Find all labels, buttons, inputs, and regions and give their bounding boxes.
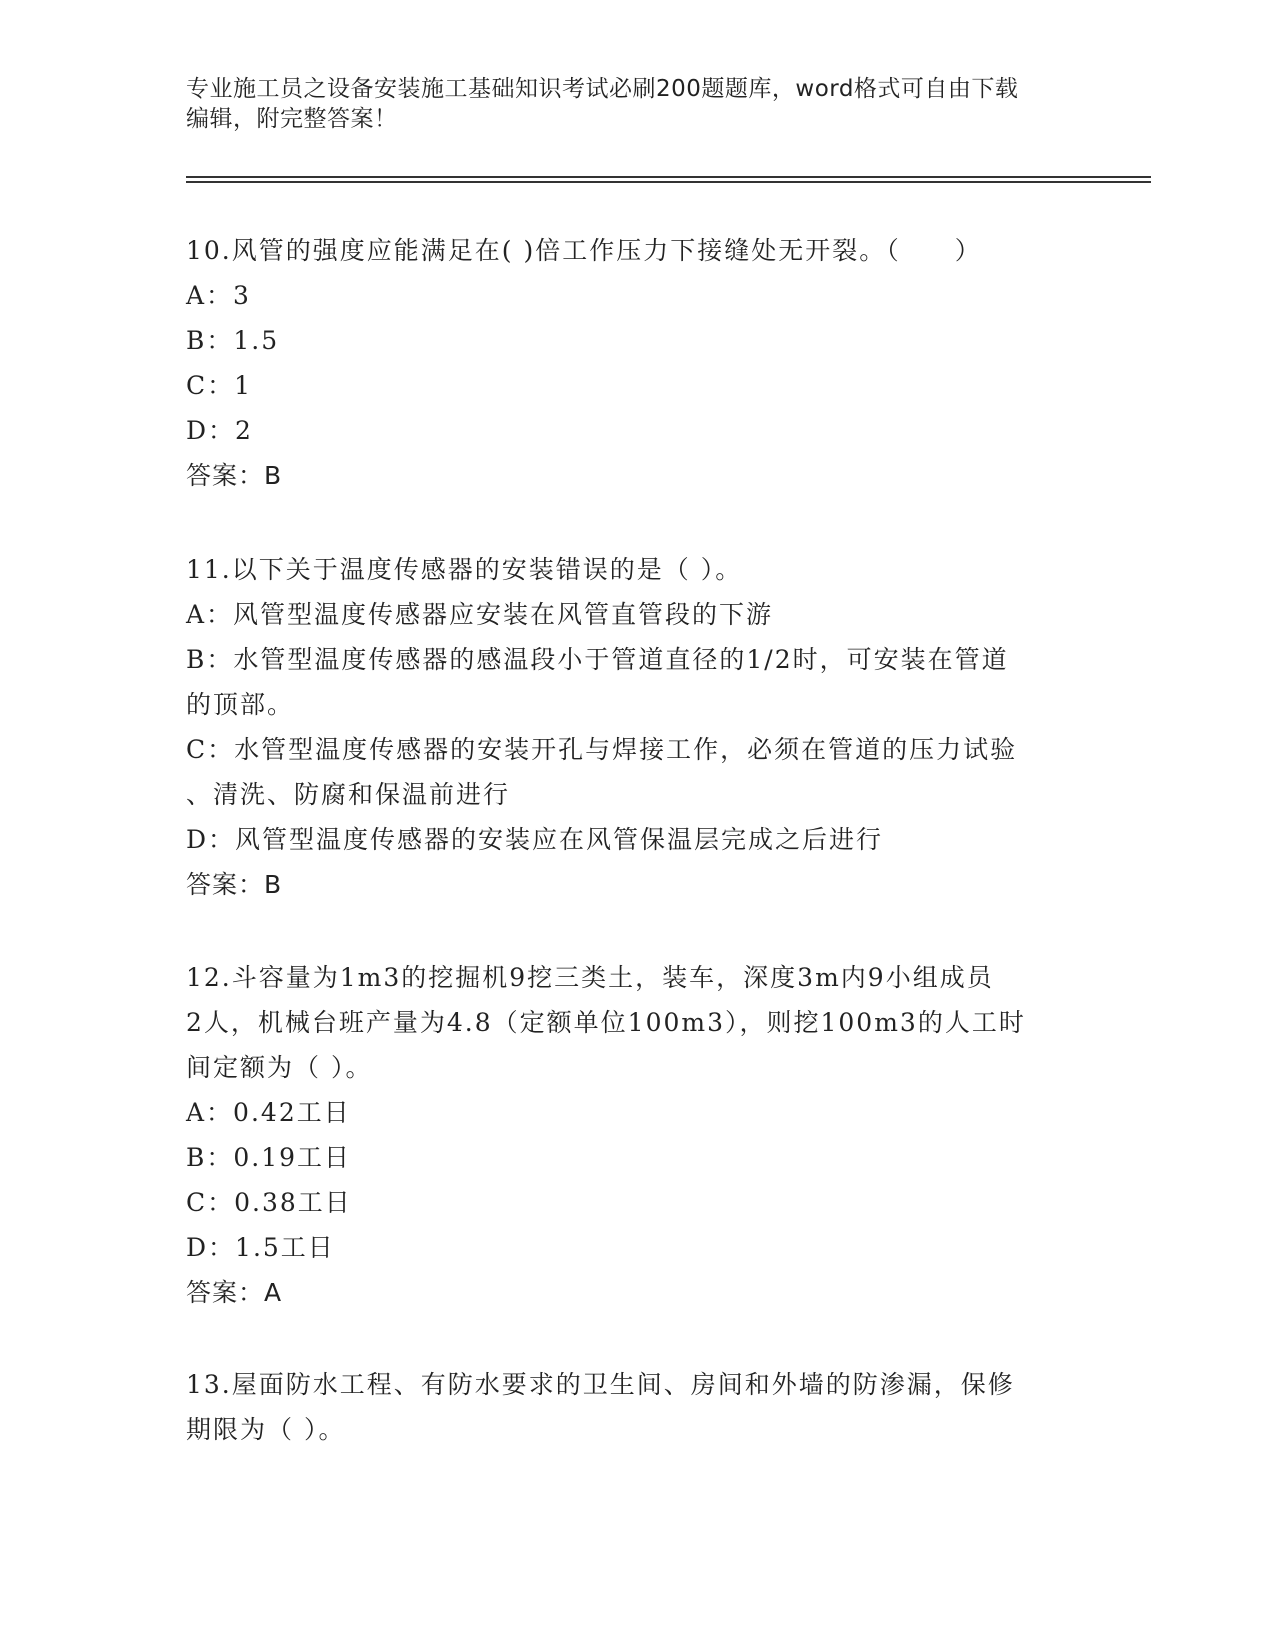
question-stem-continued: 2人，机械台班产量为4.8（定额单位100m3），则挖100m3的人工时 <box>186 1008 1026 1037</box>
option-b-continued: 的顶部。 <box>186 690 295 719</box>
option-b: B：水管型温度传感器的感温段小于管道直径的1/2时，可安装在管道 <box>186 645 1009 674</box>
question-10 <box>186 228 1086 498</box>
question-stem-continued: 间定额为（ ）。 <box>186 1053 373 1082</box>
question-11 <box>186 547 1086 907</box>
answer: 答案：A <box>186 1278 283 1307</box>
option-c: C：水管型温度传感器的安装开孔与焊接工作，必须在管道的压力试验 <box>186 735 1018 764</box>
question-stem: 11.以下关于温度传感器的安装错误的是（ ）。 <box>186 555 743 584</box>
option-c: C：0.38工日 <box>186 1188 352 1217</box>
option-b: B：0.19工日 <box>186 1143 352 1172</box>
option-a: A：3 <box>186 281 251 310</box>
question-stem-continued: 期限为（ ）。 <box>186 1415 346 1444</box>
option-c: C：1 <box>186 371 253 400</box>
option-b: B：1.5 <box>186 326 280 355</box>
question-stem: 12.斗容量为1m3的挖掘机9挖三类土，装车，深度3m内9小组成员 <box>186 963 994 992</box>
option-d: D：1.5工日 <box>186 1233 335 1262</box>
answer: 答案：B <box>186 461 283 490</box>
question-12 <box>186 955 1086 1315</box>
option-d: D：2 <box>186 416 253 445</box>
option-a: A：0.42工日 <box>186 1098 351 1127</box>
question-13 <box>186 1362 1086 1452</box>
question-stem: 13.屋面防水工程、有防水要求的卫生间、房间和外墙的防渗漏，保修 <box>186 1370 1015 1399</box>
document-header <box>186 74 1086 134</box>
answer: 答案：B <box>186 870 283 899</box>
header-line-1: 专业施工员之设备安装施工基础知识考试必刷200题题库，word格式可自由下载 <box>186 76 1019 102</box>
header-rule-bottom <box>186 181 1151 183</box>
question-stem: 10.风管的强度应能满足在( )倍工作压力下接缝处无开裂。（ ） <box>186 236 982 265</box>
option-a: A：风管型温度传感器应安装在风管直管段的下游 <box>186 600 774 629</box>
option-d: D：风管型温度传感器的安装应在风管保温层完成之后进行 <box>186 825 884 854</box>
header-rule-top <box>186 176 1151 178</box>
option-c-continued: 、清洗、防腐和保温前进行 <box>186 780 511 809</box>
header-line-2: 编辑，附完整答案！ <box>186 106 398 132</box>
